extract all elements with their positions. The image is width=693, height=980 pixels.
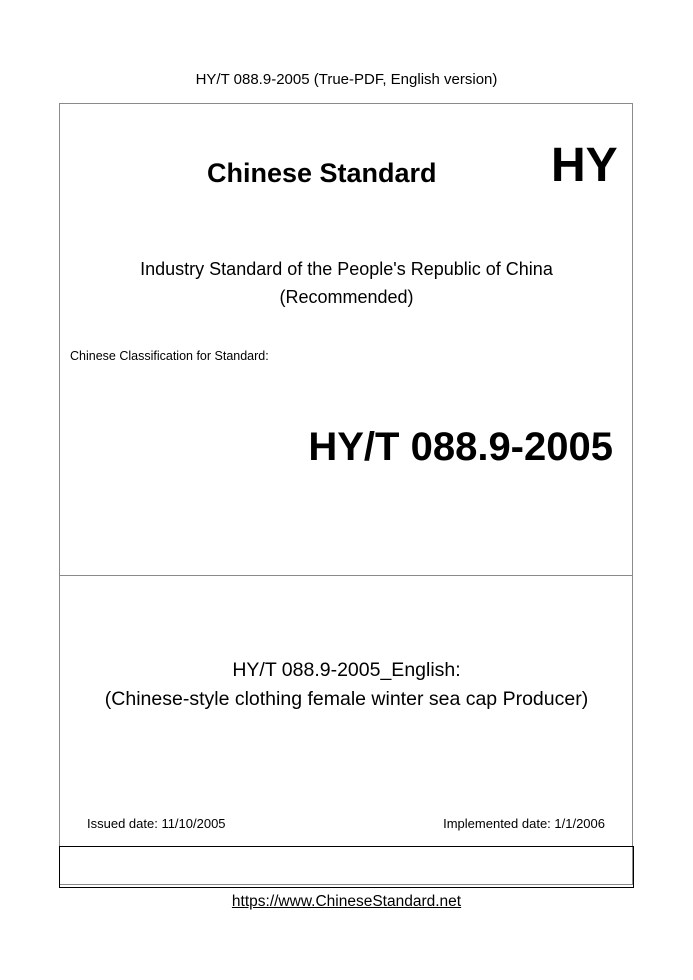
bottom-empty-box (59, 846, 634, 888)
document-title-line-1: HY/T 088.9-2005_English: (232, 659, 461, 681)
page-header-title: HY/T 088.9-2005 (True-PDF, English version) (195, 71, 498, 88)
standard-number: HY/T 088.9-2005 (308, 425, 613, 469)
cover-heading: Chinese Standard (207, 158, 437, 188)
recommended-line: (Recommended) (279, 287, 414, 307)
cover-frame (59, 103, 633, 885)
implemented-date: Implemented date: 1/1/2006 (443, 816, 605, 831)
cover-divider (59, 575, 633, 576)
industry-standard-line: Industry Standard of the People's Republic of China (140, 259, 553, 279)
document-title-line-2: (Chinese-style clothing female winter sea cap Producer) (104, 688, 589, 710)
standard-code-mark: HY (551, 139, 618, 192)
footer (0, 893, 693, 911)
footer-website-link[interactable]: https://www.ChineseStandard.net (231, 893, 462, 910)
issued-date: Issued date: 11/10/2005 (87, 816, 226, 831)
classification-label: Chinese Classification for Standard: (70, 349, 269, 363)
